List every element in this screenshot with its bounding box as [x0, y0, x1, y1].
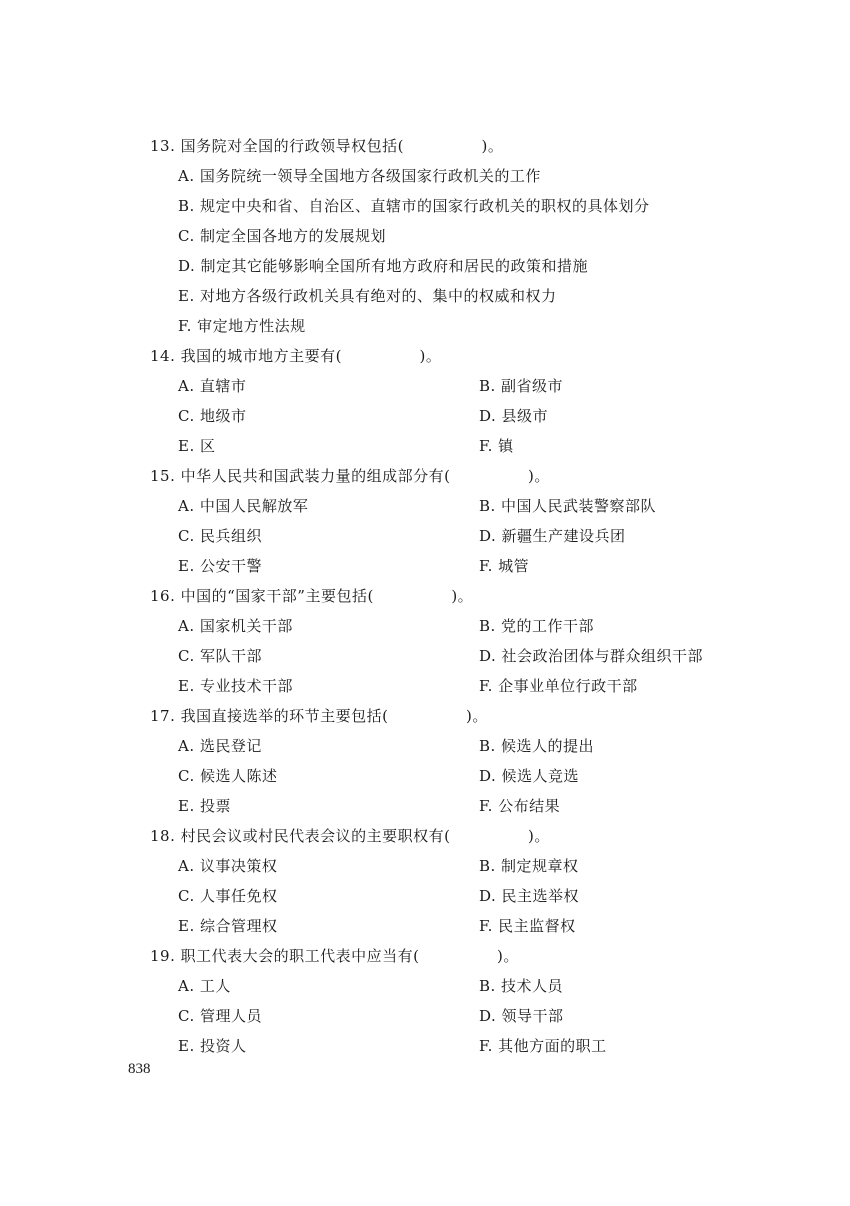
question-17-option-a: A. 选民登记	[178, 737, 262, 755]
question-16-option-f: F. 企事业单位行政干部	[479, 677, 638, 695]
question-19-option-c: C. 管理人员	[178, 1007, 262, 1025]
question-18-stem: 18. 村民会议或村民代表会议的主要职权有( )。	[150, 827, 550, 845]
question-14-option-a: A. 直辖市	[178, 377, 247, 395]
question-19-option-a: A. 工人	[178, 977, 231, 995]
question-15-option-a: A. 中国人民解放军	[178, 497, 309, 515]
question-18-option-b: B. 制定规章权	[479, 857, 579, 875]
question-17-option-d: D. 候选人竞选	[479, 767, 580, 785]
question-17-option-f: F. 公布结果	[479, 797, 561, 815]
question-15-stem: 15. 中华人民共和国武装力量的组成部分有( )。	[150, 467, 550, 485]
question-18-option-d: D. 民主选举权	[479, 887, 580, 905]
question-13-option-e: E. 对地方各级行政机关具有绝对的、集中的权威和权力	[178, 287, 557, 305]
question-19-option-d: D. 领导干部	[479, 1007, 564, 1025]
question-15-option-c: C. 民兵组织	[178, 527, 262, 545]
question-19-option-f: F. 其他方面的职工	[479, 1037, 607, 1055]
question-17-option-c: C. 候选人陈述	[178, 767, 278, 785]
question-13-option-b: B. 规定中央和省、自治区、直辖市的国家行政机关的职权的具体划分	[178, 197, 650, 215]
question-15-option-f: F. 城管	[479, 557, 530, 575]
question-13-option-c: C. 制定全国各地方的发展规划	[178, 227, 386, 245]
question-18-option-c: C. 人事任免权	[178, 887, 278, 905]
question-16-option-c: C. 军队干部	[178, 647, 262, 665]
question-19-option-e: E. 投资人	[178, 1037, 247, 1055]
question-14-option-e: E. 区	[178, 437, 216, 455]
question-13-option-a: A. 国务院统一领导全国地方各级国家行政机关的工作	[178, 167, 541, 185]
question-13-stem: 13. 国务院对全国的行政领导权包括( )。	[150, 137, 504, 155]
question-16-stem: 16. 中国的“国家干部”主要包括( )。	[150, 587, 474, 605]
question-15-option-e: E. 公安干警	[178, 557, 262, 575]
question-16-option-a: A. 国家机关干部	[178, 617, 293, 635]
question-14-option-b: B. 副省级市	[479, 377, 564, 395]
question-19-stem: 19. 职工代表大会的职工代表中应当有( )。	[150, 947, 519, 965]
question-17-option-b: B. 候选人的提出	[479, 737, 595, 755]
question-14-option-d: D. 县级市	[479, 407, 549, 425]
question-14-option-f: F. 镇	[479, 437, 514, 455]
question-18-option-a: A. 议事决策权	[178, 857, 278, 875]
question-13-option-f: F. 审定地方性法规	[178, 317, 306, 335]
page-number: 838	[128, 1061, 151, 1077]
question-19-option-b: B. 技术人员	[479, 977, 564, 995]
question-18-option-e: E. 综合管理权	[178, 917, 278, 935]
question-15-option-d: D. 新疆生产建设兵团	[479, 527, 626, 545]
question-17-option-e: E. 投票	[178, 797, 231, 815]
question-14-option-c: C. 地级市	[178, 407, 247, 425]
question-13-option-d: D. 制定其它能够影响全国所有地方政府和居民的政策和措施	[178, 257, 589, 275]
question-16-option-d: D. 社会政治团体与群众组织干部	[479, 647, 704, 665]
question-16-option-b: B. 党的工作干部	[479, 617, 595, 635]
question-18-option-f: F. 民主监督权	[479, 917, 576, 935]
question-17-stem: 17. 我国直接选举的环节主要包括( )。	[150, 707, 488, 725]
question-14-stem: 14. 我国的城市地方主要有( )。	[150, 347, 442, 365]
question-15-option-b: B. 中国人民武装警察部队	[479, 497, 657, 515]
question-16-option-e: E. 专业技术干部	[178, 677, 293, 695]
